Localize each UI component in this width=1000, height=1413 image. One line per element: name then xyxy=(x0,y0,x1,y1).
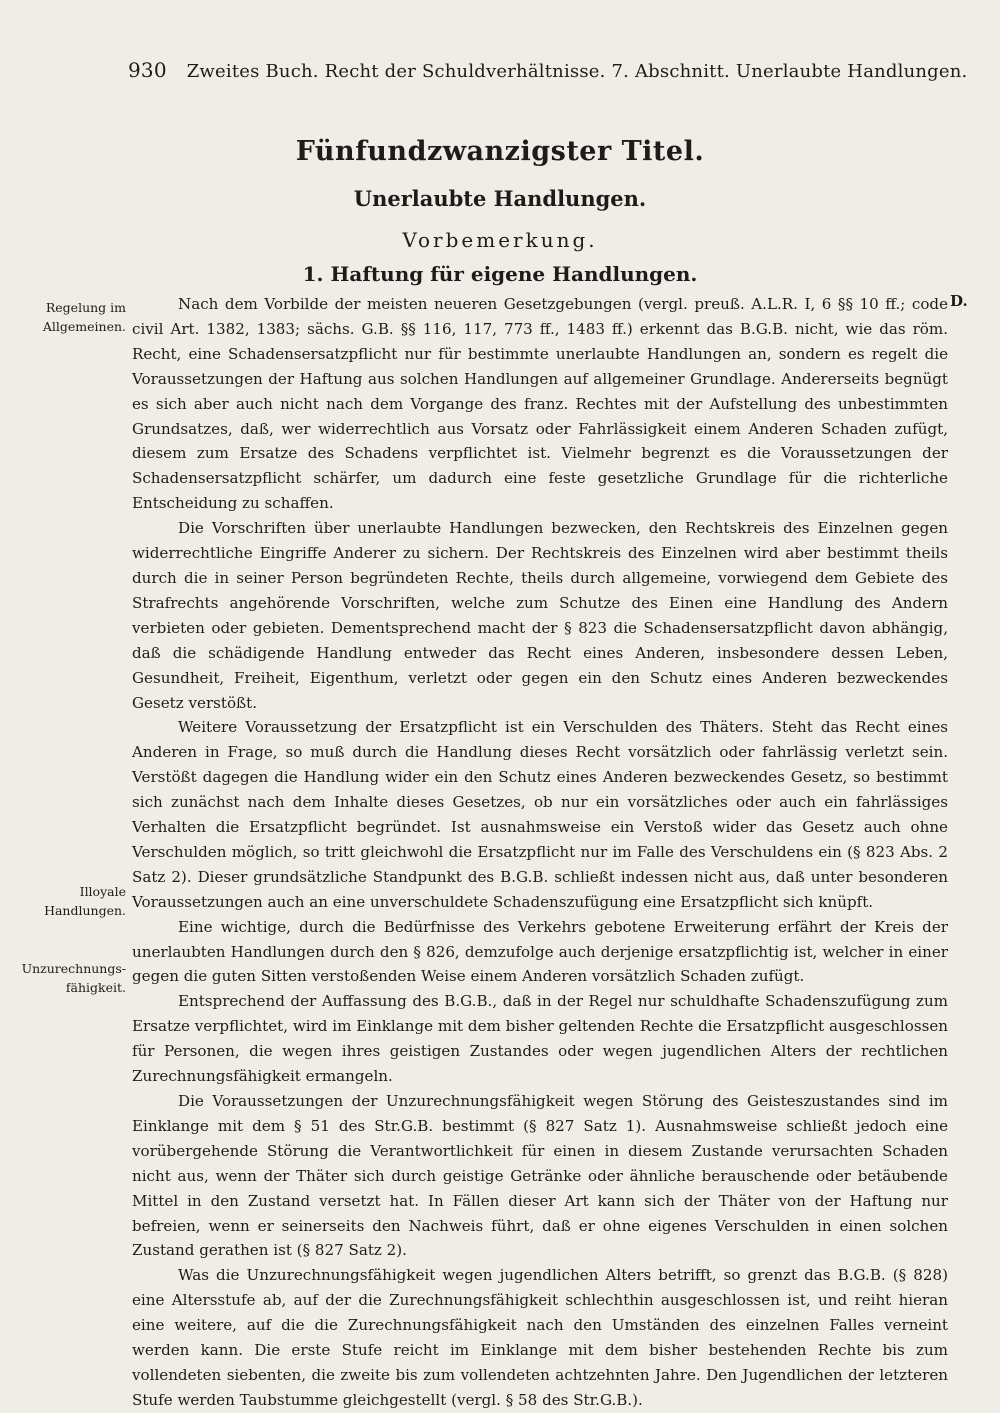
running-header xyxy=(128,58,968,82)
paragraph: Nach dem Vorbilde der meisten neueren Gesetzgebungen (vergl. preuß. A.L.R. I, 6 §§ 10 ff.; code civil Art. 1382, 1383; sächs. G.B. §§ 116, 117, 773 ff., 1483 ff.) erkennt das B.G.B. nicht, wie das röm. Recht, eine Schadensersatzpflicht nur für bestimmte unerlaubte Handlungen an, sondern es regelt die Voraussetzungen der Haftung aus solchen Handlungen auf allgemeiner Grundlage. Andererseits begnügt es sich aber auch nicht nach dem Vorgange des franz. Rechtes mit der Aufstellung des unbestimmten Grundsatzes, daß, wer widerrechtlich aus Vorsatz oder Fahrlässigkeit einem Anderen Schaden zufügt, diesem zum Ersatze des Schadens verpflichtet ist. Vielmehr begrenzt es die Voraussetzungen der Schadensersatzpflicht schärfer, um dadurch eine feste gesetzliche Grundlage für die richterliche Entscheidung zu schaffen. xyxy=(132,295,948,513)
title-subtitle: Unerlaubte Handlungen. xyxy=(353,186,647,211)
margin-note-unzurechnung: Unzurechnungs-fähigkeit. xyxy=(21,961,126,995)
margin-note-regelung: Regelung im Allgemeinen. xyxy=(42,300,126,334)
paragraph: Weitere Voraussetzung der Ersatzpflicht ist ein Verschulden des Thäters. Steht das Recht eines Anderen in Frage, so muß durch die Handlung dieses Recht vorsätzlich oder fahrlässig verletzt sein. Verstößt dagegen die Handlung wider ein den Schutz eines Anderen bezweckendes Gesetz, so bestimmt sich zunächst nach dem Inhalte dieses Gesetzes, ob nur ein vorsätzliches oder auch ein fahrlässiges Verhalten die Ersatzpflicht begründet. Ist ausnahmsweise ein Verstoß wider das Gesetz auch ohne Verschulden möglich, so tritt gleichwohl die Ersatzpflicht nur im Falle des Verschuldens ein (§ 823 Abs. 2 Satz 2). Dieser grundsätzliche Standpunkt des B.G.B. schließt indessen nicht aus, daß unter besonderen Voraussetzungen auch an eine unverschuldete Schadenszufügung eine Ersatzpflicht sich knüpft. xyxy=(132,718,948,911)
title-main: Fünfundzwanzigster Titel. xyxy=(295,136,705,167)
paragraph: Eine wichtige, durch die Bedürfnisse des Verkehrs gebotene Erweiterung erfährt der Kreis der unerlaubten Handlungen durch den § 826, demzufolge auch derjenige ersatzpflichtig ist, welcher in einer gegen die guten Sitten verstoßenden Weise einem Anderen vorsätzlich Schaden zufügt. xyxy=(132,917,948,986)
running-title: Zweites Buch. Recht der Schuldverhältnisse. 7. Abschnitt. Unerlaubte Handlungen. xyxy=(186,61,968,82)
margin-note-illoyale: Illoyale Handlungen. xyxy=(44,884,126,918)
paragraph: Entsprechend der Auffassung des B.G.B., daß in der Regel nur schuldhafte Schadenszufügung zum Ersatze verpflichtet, wird im Einklange mit dem bisher geltenden Rechte die Ersatzpflicht ausgeschlossen für Personen, die wegen ihres geistigen Zustandes oder wegen jugendlichen Alters der rechtlichen Zurechnungsfähigkeit ermangeln. xyxy=(132,992,948,1086)
section-heading: 1. Haftung für eigene Handlungen. xyxy=(302,262,698,286)
title-preface: Vorbemerkung. xyxy=(402,228,598,252)
body-text xyxy=(132,292,948,1413)
paragraph: Die Vorschriften über unerlaubte Handlungen bezwecken, den Rechtskreis des Einzelnen gegen widerrechtliche Eingriffe Anderer zu sichern. Der Rechtskreis des Einzelnen wird aber bestimmt theils durch die in seiner Person begründeten Rechte, theils durch allgemeine, vorwiegend dem Gebiete des Strafrechts angehörende Vorschriften, welche zum Schutze des Einen eine Handlung des Andern verbieten oder gebieten. Dementsprechend macht der § 823 die Schadensersatzpflicht davon abhängig, daß die schädigende Handlung entweder das Recht eines Anderen, insbesondere dessen Leben, Gesundheit, Freiheit, Eigenthum, verletzt oder gegen ein den Schutz eines Anderen bezweckendes Gesetz verstößt. xyxy=(132,519,948,712)
paragraph: Was die Unzurechnungsfähigkeit wegen jugendlichen Alters betrifft, so grenzt das B.G.B. (§ 828) eine Altersstufe ab, auf der die Zurechnungsfähigkeit schlechthin ausgeschlossen ist, und reiht hieran eine weitere, auf die die Zurechnungsfähigkeit nach den Umständen des einzelnen Falles verneint werden kann. Die erste Stufe reicht im Einklange mit dem bisher bestehenden Rechte bis zum vollendeten siebenten, die zweite bis zum vollendeten achtzehnten Jahre. Den Jugendlichen der letzteren Stufe werden Taubstumme gleichgestellt (vergl. § 58 des Str.G.B.). xyxy=(132,1266,948,1409)
paragraph: Die Voraussetzungen der Unzurechnungsfähigkeit wegen Störung des Geisteszustandes sind im Einklange mit dem § 51 des Str.G.B. bestimmt (§ 827 Satz 1). Ausnahmsweise schließt jedoch eine vorübergehende Störung die Verantwortlichkeit für einen in diesem Zustande verursachten Schaden nicht aus, wenn der Thäter sich durch geistige Getränke oder ähnliche berauschende oder betäubende Mittel in den Zustand versetzt hat. In Fällen dieser Art kann sich der Thäter von der Haftung nur befreien, wenn er seinerseits den Nachweis führt, daß er ohne eigenes Verschulden in einen solchen Zustand gerathen ist (§ 827 Satz 2). xyxy=(132,1092,948,1260)
page-number: 930 xyxy=(128,58,167,82)
corner-mark: D. xyxy=(950,292,968,310)
